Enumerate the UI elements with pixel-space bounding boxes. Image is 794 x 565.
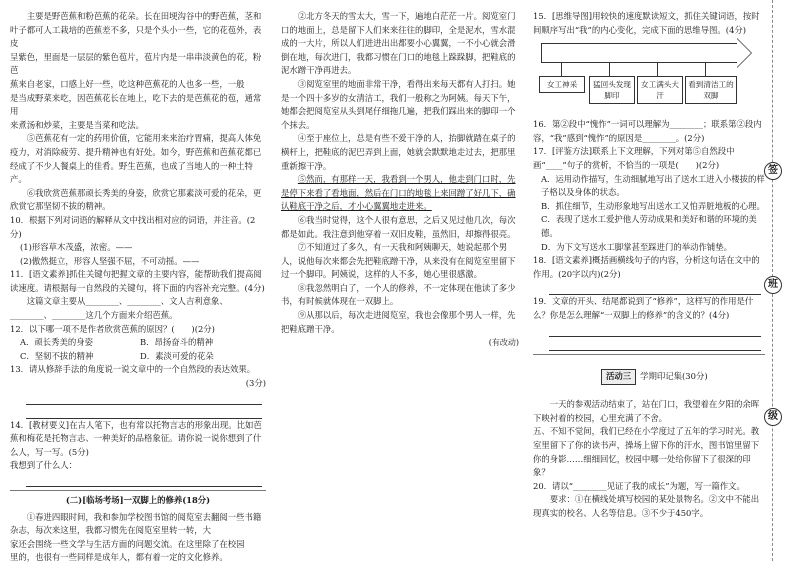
answer-line[interactable] — [26, 391, 262, 405]
activity-3-text: 一天的参观活动结束了，站在门口，我望着在夕阳的余晖下映衬着的校园，心里充满了不舍。 — [533, 399, 760, 423]
divider — [533, 354, 765, 355]
option-b[interactable]: B．抓住细节，生动形象地写出送水工又怕弄脏地板的心理。 — [541, 200, 765, 211]
question-13: 13．请从修辞手法的角度说一说文章中的一个自然段的表达效果。 — [10, 364, 256, 375]
connector — [657, 62, 658, 76]
passage-para: ④至于座位上，总是有些不爱干净的人，抬脚就踏在桌子的横杆上，把鞋底的泥巴弄到上面，她就会默默地走过去，把那里重新擦干净。 — [281, 133, 516, 171]
diagram-box: 女工满头大汗 — [637, 76, 683, 104]
option-a[interactable]: A．顽长秀美的身姿 — [20, 337, 94, 348]
passage-para: ⑤然而，有那样一天，我看到一个男人，他走到门口时，先是停下来看了看地面，然后在门口的地毯上来回蹭了好几下，确认鞋底干净之后，才小心翼翼地走进来。 — [281, 174, 516, 212]
binding-label: 签 — [764, 162, 782, 180]
connector — [609, 62, 610, 76]
divider — [10, 490, 266, 491]
section-2-para-1: 家还会围绕一些文学与生活方面的问题交流。在这里除了在校园 — [10, 538, 245, 549]
question-11-fill: 这篇文章主要从________、________、文人吉利意象、________、________这几个方面来介绍芭蕉。 — [10, 296, 228, 321]
question-10: 10．根据下列对词语的解释从文中找出相对应的词语，并注音。(2分) — [10, 214, 256, 239]
question-11: 11．[语文素养]抓住关键句把握文章的主要内容，能帮助我们提高阅读速度。请根据每一自然段的关键句，将下面的内容补充完整。(4分) — [10, 269, 265, 293]
question-14: 14．[教材要义]在古人笔下，也有常以托物言志的形象出现。比如芭蕉和梅花是托物言志、一种美好的品格象征。请你说一说你想到了什么人，写一写。(5分) — [10, 419, 262, 457]
connector — [561, 62, 562, 76]
passage-para: ⑧我忽然明白了，一个人的修养，不一定体现在他读了多少书，有时候就体现在一双脚上。 — [281, 282, 516, 307]
option-c[interactable]: C．表现了送水工爱护他人劳动成果和美好和谐的环境的美德。 — [541, 214, 757, 238]
section-2-para-1: ①春进四眼时间，我和参加学校图书馆的阅览室去翻阅一些书籍杂志，每次来这里，我都习惯先在阅览室里转一转，大 — [10, 511, 262, 536]
passage-para: ⑨从那以后，每次走进阅览室，我也会像那个男人一样，先把鞋底蹭干净。 — [281, 310, 516, 334]
paragraph-5: ⑤芭蕉花有一定的药用价值，它能用来来治疗胃痛，提高人体免疫力，对消除疲劳、提升精神也有好处。如今，野芭蕉和芭蕉花都已经成了不少人餐桌上的佳肴。野生芭蕉，也成了当地人的一种土特产。 — [10, 133, 262, 185]
option-c[interactable]: C．坚韧不拔的精神 — [20, 350, 94, 361]
passage-para: ⑥我当时觉得，这个人很有意思，之后又见过他几次，每次都是如此。我注意到他穿着一双旧皮鞋，虽然旧，却擦得很亮。 — [281, 214, 516, 239]
question-13-score: (3分) — [245, 378, 266, 389]
question-20-requirement: 要求：①在横线处填写校园的某处景物名。②文中不能出现真实的校名、人名等信息。③不少于450字。 — [533, 494, 760, 519]
answer-line[interactable] — [549, 323, 761, 337]
activity-3-text: 五、不知不觉间，我们已经在小学度过了五年的学习时光。教室里留下了你的读书声，操场上留下你的汗水，图书馆里留下你的身影……细细回忆，校园中哪一处给你留下了很深的印象？ — [533, 426, 760, 478]
diagram-box: 猛回头发现脚印 — [589, 76, 635, 104]
option-a[interactable]: A．运用动作描写，生动细腻地写出了送水工进入小楼拔的样子格以及身体的状态。 — [541, 173, 765, 198]
passage-para: ⑦不知道过了多久，有一天我和阿姨聊天，她说起那个男人，说他每次来都会先把鞋底蹭干净，从来没有在阅览室里留下过一个脚印。阿姨说，这样的人不多，她心里很感激。 — [281, 242, 516, 280]
question-12: 12．以下哪一项不是作者欣赏芭蕉的原因？( )(2分) — [10, 323, 215, 334]
diagram-box: 女工神采 — [539, 76, 585, 93]
question-12-options-row1 — [10, 336, 266, 350]
column-right — [533, 10, 765, 550]
section-2-para-1: 里的，也很有一些同样是成年人，都有着一定的文化修养。 — [10, 552, 228, 563]
activity-3-title: 学期印记集(30分) — [640, 371, 708, 382]
column-middle — [281, 10, 519, 550]
intro-line: 来煮汤和炒菜，主要是当菜和吃法。 — [10, 119, 144, 130]
question-19: 19．文章的开头、结尾都说到了“修养”，这样写的作用是什么？你是怎么理解“一双脚上的修养”的含义的？(4分) — [533, 296, 754, 320]
intro-line: 呈紫色，里面是一层层的紫色苞片，苞片内是一串串淡黄色的花，粉芭 — [10, 51, 262, 76]
question-17: 17．[评鉴方法]联系上下文理解，下列对第⑤自然段中画“____”句子的赏析，不恰当的一项是( )(2分) — [533, 146, 735, 170]
intro-line: 是当成野菜来吃，因芭蕉花长在地上，吃下去的是芭蕉花的苞，通常用 — [10, 92, 262, 117]
option-d[interactable]: D．素淡可爱的花朵 — [140, 350, 214, 361]
answer-line[interactable] — [549, 281, 761, 295]
question-18: 18．[语文素养]概括画横线句子的内容，分析这句话在文中的作用。(20字以内)(2分) — [533, 255, 760, 279]
question-15: 15．[思维导图]用较快的速度默读短文，抓住关键词语，按时间顺序写出“我”的内心变化，完成下面的思维导图。(4分) — [533, 11, 760, 35]
paragraph-6: ⑥我欣赏芭蕉那顽长秀美的身姿，欣赏它那素淡可爱的花朵，更欣赏它那坚韧不拔的精神。 — [10, 187, 262, 212]
question-20: 20．请以“________见证了我的成长”为题，写一篇作文。 — [533, 480, 745, 491]
intro-line: 蕉来自老家，口感上好一些，吃这种芭蕉花的人也多一些，一般 — [10, 78, 245, 89]
binding-label: 级 — [764, 408, 782, 426]
intro-line: 主要是野芭蕉和粉芭蕉的花朵。长在田埂沟谷中的野芭蕉，茎和 — [26, 11, 262, 21]
answer-line[interactable] — [26, 473, 262, 487]
arrow-bar — [541, 43, 739, 63]
question-10-2: (2)傲然挺立，形容人坚强不屈，不可动摇。—— — [20, 255, 200, 266]
activity-3-header — [533, 356, 765, 399]
question-14-hint: 我想到了什么人： — [10, 460, 77, 471]
connector — [705, 62, 706, 76]
option-d[interactable]: D．为下文写送水工脚掌甚至踩进门的举动作铺垫。 — [541, 241, 732, 252]
column-left — [10, 10, 266, 563]
source-note: (有改动) — [488, 338, 519, 348]
intro-line: 叶子都可人工栽培的芭蕉差不多，只是个头小一些，它的花苞外，表皮 — [10, 24, 262, 49]
question-10-1: (1)形容草木茂盛，浓密。—— — [20, 242, 133, 253]
answer-line[interactable] — [549, 337, 761, 351]
section-2-title: (二)[临场考场]一双脚上的修养(18分) — [65, 495, 211, 505]
passage-para: ②北方冬天的雪太大，雪一下，遍地白茫茫一片。阅览室门口的地面上，总是留下人们来来往往的脚印，全是泥水，雪水混成的一大片，所以人们进进出出都要小心翼翼，一不小心就会滑倒在地，每次进门，我都习惯在门口的地毯上跺跺脚，把鞋底的泥水蹭干净再进去。 — [281, 11, 516, 76]
diagram-box: 看到清洁工的双脚 — [685, 76, 737, 104]
question-12-options-row2 — [10, 350, 266, 364]
mind-map-diagram — [533, 39, 765, 115]
activity-3-label: 活动三 — [601, 369, 636, 385]
question-16: 16．第②段中“愧怍”一词可以理解为________；联系第②段内容，“我”感到“愧怍”的原因是________。(2分) — [533, 119, 762, 143]
arrow-head-fill — [737, 39, 751, 67]
option-b[interactable]: B．昂扬奋斗的精神 — [140, 337, 214, 348]
passage-para: ③阅览室里的地面非常干净，看得出来每天都有人打扫。她是一个四十多岁的女清洁工，我们一般称之为阿姨。每天下午，她都会把阅览室从头到尾仔细拖几遍，把我们踩出来的脚印一个个抹去。 — [281, 78, 516, 130]
answer-line[interactable] — [26, 405, 262, 419]
binding-label: 班 — [764, 276, 782, 294]
